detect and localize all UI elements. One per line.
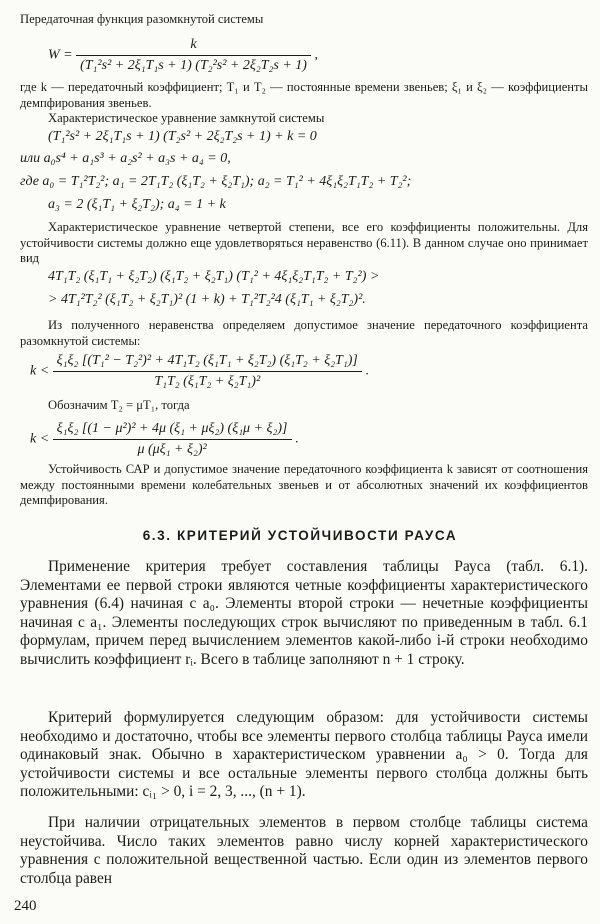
- fraction-denominator: μ (μξ₁ + ξ₂)²: [137, 442, 207, 457]
- eq-polynomial: или a₀s⁴ + a₁s³ + a₂s² + a₃s + a₄ = 0,: [20, 151, 231, 166]
- inequality-line-1: 4T₁T₂ (ξ₁T₁ + ξ₂T₂) (ξ₁T₂ + ξ₂T₁) (T₁² + 4ξ₁ξ₂T₁T₂ + T₂²) >: [48, 269, 380, 284]
- formula-lhs: k <: [30, 363, 50, 379]
- para-admissible-k: Из полученного неравенства определяем допустимое значение передаточного коэффициента разомкнутой системы:: [20, 318, 588, 348]
- formula-lhs: W =: [48, 47, 73, 63]
- fraction: [53, 420, 292, 459]
- para-routh-criterion: Критерий формулируется следующим образом: для устойчивости системы необходимо и достаточно, чтобы все элементы первого столбца таблицы Рауса имели одинаковый знак. Обычно в характеристическом уравнении a₀ > 0. Тогда для устойчивости системы и все остальные элементы первого столбца должны быть положительными: cᵢ₁ > 0, i = 2, 3, ..., (n + 1).: [20, 709, 588, 801]
- eq-coefficients-1: где a₀ = T₁²T₂²; a₁ = 2T₁T₂ (ξ₁T₂ + ξ₂T₁); a₂ = T₁² + 4ξ₁ξ₂T₁T₂ + T₂²;: [20, 174, 412, 189]
- section-title: 6.3. КРИТЕРИЙ УСТОЙЧИВОСТИ РАУСА: [142, 528, 458, 543]
- formula-trail: .: [295, 431, 299, 447]
- fraction: [53, 352, 362, 391]
- formula-trail: .: [365, 363, 369, 379]
- para-negative-elements: При наличии отрицательных элементов в первом столбце таблицы система неустойчива. Число таких элементов равно числу корней характеристического уравнения с положительной вещественной частью. Если один из элементов первого столбца равен: [20, 814, 588, 887]
- formula-lhs: k <: [30, 431, 50, 447]
- denote-mu: Обозначим T₂ = μT₁, тогда: [48, 398, 190, 412]
- fraction-denominator: (T₁²s² + 2ξ₁T₁s + 1) (T₂²s² + 2ξ₂T₂s + 1): [80, 58, 307, 73]
- formula-transfer-function: [48, 36, 318, 75]
- page-number: 240: [14, 898, 37, 914]
- eq-coefficients-2: a₃ = 2 (ξ₁T₁ + ξ₂T₂); a₄ = 1 + k: [48, 197, 226, 212]
- formula-k-limit-2: [30, 420, 299, 459]
- fraction-numerator: ξ₁ξ₂ [(1 − μ²)² + 4μ (ξ₁ + μξ₂) (ξ₁μ + ξ₂)]: [53, 420, 292, 440]
- para-fourth-degree: Характеристическое уравнение четвертой степени, все его коэффициенты положительны. Для устойчивости системы должно еще удовлетворяться неравенство (6.11). В данном случае оно принимает вид: [20, 220, 588, 265]
- fraction: [76, 36, 311, 75]
- open-loop-title: Передаточная функция разомкнутой системы: [20, 12, 264, 26]
- inequality-line-2: > 4T₁²T₂² (ξ₁T₂ + ξ₂T₁)² (1 + k) + T₁²T₂²4 (ξ₁T₁ + ξ₂T₂)².: [48, 292, 366, 307]
- formula-k-limit-1: [30, 352, 369, 391]
- fraction-numerator: ξ₁ξ₂ [(T₁² − T₂²)² + 4T₁T₂ (ξ₁T₁ + ξ₂T₂) (ξ₁T₂ + ξ₂T₁)]: [53, 352, 362, 372]
- eq-closed-loop: (T₁²s² + 2ξ₁T₁s + 1) (T₂s² + 2ξ₂T₂s + 1) + k = 0: [48, 129, 317, 144]
- formula-trail: ,: [314, 47, 318, 63]
- fraction-numerator: k: [76, 36, 311, 56]
- fraction-denominator: T₁T₂ (ξ₁T₂ + ξ₂T₁)²: [154, 374, 261, 389]
- para-routh-table: Применение критерия требует составления таблицы Рауса (табл. 6.1). Элементами ее первой строки являются четные коэффициенты характеристического уравнения (6.4) начиная с a₀. Элементы второй строки — нечетные коэффициенты начиная с a₁. Элементы последующих строк вычисляют по приведенным в табл. 6.1 формулам, причем перед вычислением элементов какой-либо i-й строки необходимо вычислить коэффициент rᵢ. Всего в таблице заполняют n + 1 строку.: [20, 558, 588, 668]
- where-definitions: где k — передаточный коэффициент; T₁ и T₂ — постоянные времени звеньев; ξ₁ и ξ₂ — коэффициенты демпфирования звеньев.: [20, 80, 588, 110]
- para-stability-conclusion: Устойчивость САР и допустимое значение передаточного коэффициента k зависят от соотношения между постоянными времени колебательных звеньев и от абсолютных значений их коэффициентов демпфирования.: [20, 462, 588, 507]
- closed-loop-title: Характеристическое уравнение замкнутой системы: [48, 111, 325, 125]
